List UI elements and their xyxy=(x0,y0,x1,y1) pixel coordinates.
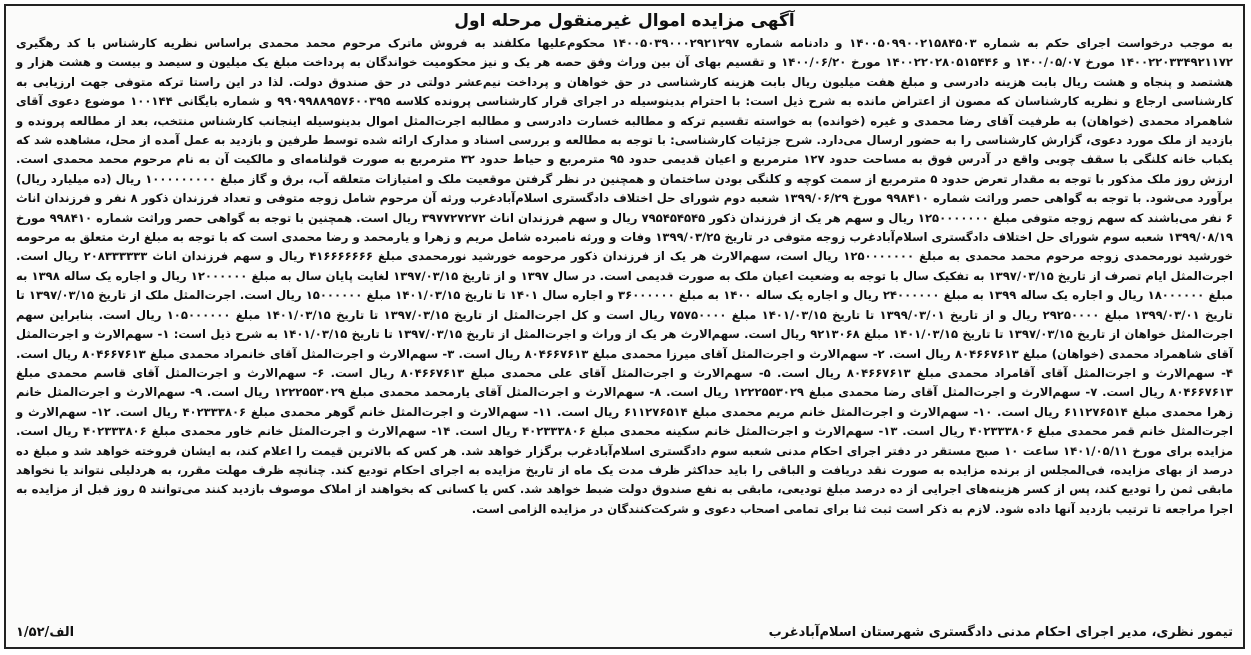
notice-footer xyxy=(16,624,1233,642)
signature-line: تیمور نظری، مدیر اجرای احکام مدنی دادگستری شهرستان اسلام‌آبادغرب xyxy=(768,625,1233,640)
notice-title: آگهی مزایده اموال غیرمنقول مرحله اول xyxy=(454,11,795,31)
notice-body: به موجب درخواست اجرای حکم به شماره ۱۴۰۰۵۰۹۹۰۰۲۱۵۸۴۵۰۳ و دادنامه شماره ۱۴۰۰۵۰۳۹۰۰۰۲۹۲۱۲۹۷ محکوم‌علیها مکلفند به فروش ماترک مرحوم محمد محمدی براساس نظریه کارشناس با کد رهگیری ۱۴۰۰۲۲۰۳۳۴۹۲۱۱۷۲ مورخ ۱۴۰۰/۰۵/۰۷ و ۱۴۰۰۲۲۰۲۸۰۵۱۵۴۴۶ مورخ ۱۴۰۰/۰۶/۲۰ و تقسیم بهای آن بین وراث وفق حصه هر یک و نیز محکومیت خواندگان به پرداخت مبلغ یک میلیون و سیصد و بیست و هشت هزار و هشتصد و پنجاه و هشت ریال بابت هزینه دادرسی و مبلغ هفت میلیون ریال بابت هزینه کارشناسی در حق خواهان و پرداخت نیم‌عشر دولتی در حق صندوق دولت. لذا در این راستا ترکه متوفی جهت ارزیابی به کارشناسی ارجاع و نظریه کارشناسان که مصون از اعتراض مانده به شرح ذیل است: با احترام بدینوسیله در اجرای قرار کارشناسی پرونده کلاسه ۹۹۰۹۹۸۸۹۵۷۶۰۰۳۹۵ و شماره بایگانی ۱۰۰۱۴۴ موضوع دعوی آقای شاهمراد محمدی (خواهان) به طرفیت آقای رضا محمدی و غیره (خوانده) به خواسته تقسیم ترکه و مطالبه خسارت دادرسی و مطالبه اجرت‌المثل اموال بدینوسیله اینجانب کارشناس منتخب، بعد از مطالعه پرونده و بازدید از ملک مورد دعوی، گزارش کارشناسی را به حضور ارسال می‌دارد. شرح جزئیات کارشناسی: با توجه به مطالعه و بررسی اسناد و مدارک ارائه شده توسط طرفین و بازدید به عمل آمده از محل، مشاهده شد که یکباب خانه کلنگی با سقف چوبی واقع در آدرس فوق به مساحت حدود ۱۲۷ مترمربع و اعیان قدیمی حدود ۹۵ مترمربع و حیاط حدود ۳۲ مترمربع به صورت قولنامه‌ای و مالکیت آن به نام مرحوم محمد محمدی است. ارزش روز ملک مذکور با توجه به مقدار تعرض حدود ۵ مترمربع از سمت کوچه و کلنگی بودن ساختمان و همچنین در نظر گرفتن موقعیت ملک و امتیازات متعلقه آب، برق و گاز مبلغ ۱۰۰۰۰۰۰۰۰۰ ریال (ده میلیارد ریال) برآورد می‌شود. با توجه به گواهی حصر وراثت شماره ۹۹۸۴۱۰ مورخ ۱۳۹۹/۰۶/۲۹ شعبه دوم شورای حل اختلاف دادگستری اسلام‌آبادغرب ورثه آن مرحوم شامل زوجه متوفی و تعداد فرزندان ذکور ۸ نفر و فرزندان اناث ۶ نفر می‌باشند که سهم زوجه متوفی مبلغ ۱۲۵۰۰۰۰۰۰۰ ریال و سهم هر یک از فرزندان ذکور ۷۹۵۴۵۴۵۴۵ ریال و سهم فرزندان اناث ۳۹۷۷۲۷۲۷۲ ریال است. همچنین با توجه به گواهی حصر وراثت شماره ۹۹۸۴۱۰ مورخ ۱۳۹۹/۰۸/۱۹ شعبه سوم شورای حل اختلاف دادگستری اسلام‌آبادغرب زوجه متوفی در تاریخ ۱۳۹۹/۰۳/۲۵ وفات و ورثه نامبرده شامل مریم و زهرا و یارمحمد و رضا محمدی است که با توجه به مبلغ ارث متعلق به مرحومه خورشید نورمحمدی زوجه مرحوم محمد محمدی به مبلغ ۱۲۵۰۰۰۰۰۰۰ ریال است، سهم‌الارث هر یک از فرزندان ذکور مرحومه خورشید نورمحمدی مبلغ ۴۱۶۶۶۶۶۶۶ ریال و سهم فرزندان اناث ۲۰۸۳۳۳۳۳۳ ریال است. اجرت‌المثل ایام تصرف از تاریخ ۱۳۹۷/۰۳/۱۵ به تفکیک سال با توجه به وضعیت اعیان ملک به صورت قدیمی است. در سال ۱۳۹۷ و از تاریخ ۱۳۹۷/۰۳/۱۵ لغایت پایان سال به مبلغ ۱۲۰۰۰۰۰۰ ریال و اجاره یک ساله ۱۳۹۸ به مبلغ ۱۸۰۰۰۰۰۰ ریال و اجاره یک ساله ۱۳۹۹ به مبلغ ۲۴۰۰۰۰۰۰ ریال و اجاره یک ساله ۱۴۰۰ به مبلغ ۳۶۰۰۰۰۰۰ و اجاره سال ۱۴۰۱ تا تاریخ ۱۴۰۱/۰۳/۱۵ مبلغ ۱۵۰۰۰۰۰۰ ریال است. اجرت‌المثل ملک از تاریخ ۱۳۹۷/۰۳/۱۵ تا تاریخ ۱۳۹۹/۰۳/۰۱ مبلغ ۲۹۲۵۰۰۰۰ ریال و از تاریخ ۱۳۹۹/۰۳/۰۱ تا تاریخ ۱۴۰۱/۰۳/۱۵ مبلغ ۷۵۷۵۰۰۰۰ ریال است و کل اجرت‌المثل از تاریخ ۱۳۹۷/۰۳/۱۵ تا تاریخ ۱۴۰۱/۰۳/۱۵ مبلغ ۱۰۵۰۰۰۰۰۰ ریال است. بنابراین سهم اجرت‌المثل خواهان از تاریخ ۱۳۹۷/۰۳/۱۵ تا تاریخ ۱۴۰۱/۰۳/۱۵ مبلغ ۹۲۱۳۰۶۸ ریال است. سهم‌الارث هر یک از وراث و اجرت‌المثل از تاریخ ۱۳۹۷/۰۳/۱۵ تا تاریخ ۱۴۰۱/۰۳/۱۵ به شرح ذیل است: ۱- سهم‌الارث و اجرت‌المثل آقای شاهمراد محمدی (خواهان) مبلغ ۸۰۴۶۶۷۶۱۳ ریال است. ۲- سهم‌الارث و اجرت‌المثل آقای میرزا محمدی مبلغ ۸۰۴۶۶۷۶۱۳ ریال است. ۳- سهم‌الارث و اجرت‌المثل آقای خانمراد محمدی مبلغ ۸۰۴۶۶۷۶۱۳ ریال است. ۴- سهم‌الارث و اجرت‌المثل آقای آقامراد محمدی مبلغ ۸۰۴۶۶۷۶۱۳ ریال است. ۵- سهم‌الارث و اجرت‌المثل آقای علی محمدی مبلغ ۸۰۴۶۶۷۶۱۳ ریال است. ۶- سهم‌الارث و اجرت‌المثل آقای قاسم محمدی مبلغ ۸۰۴۶۶۷۶۱۳ ریال است. ۷- سهم‌الارث و اجرت‌المثل آقای رضا محمدی مبلغ ۱۲۲۲۵۵۳۰۲۹ ریال است. ۸- سهم‌الارث و اجرت‌المثل آقای یارمحمد محمدی مبلغ ۱۲۲۲۵۵۳۰۲۹ ریال است. ۹- سهم‌الارث و اجرت‌المثل خانم زهرا محمدی مبلغ ۶۱۱۲۷۶۵۱۴ ریال است. ۱۰- سهم‌الارث و اجرت‌المثل خانم مریم محمدی مبلغ ۶۱۱۲۷۶۵۱۴ ریال است. ۱۱- سهم‌الارث و اجرت‌المثل خانم گوهر محمدی مبلغ ۴۰۲۳۳۳۸۰۶ ریال است. ۱۲- سهم‌الارث و اجرت‌المثل خانم قمر محمدی مبلغ ۴۰۲۳۳۳۸۰۶ ریال است. ۱۳- سهم‌الارث و اجرت‌المثل خانم سکینه محمدی مبلغ ۴۰۲۳۳۳۸۰۶ ریال است. ۱۴- سهم‌الارث و اجرت‌المثل خانم خاور محمدی مبلغ ۴۰۲۳۳۳۸۰۶ ریال است. مزایده برای مورخ ۱۴۰۱/۰۵/۱۱ ساعت ۱۰ صبح مستقر در دفتر اجرای احکام مدنی شعبه سوم دادگستری اسلام‌آبادغرب برگزار خواهد شد. هر کس که بالاترین قیمت را اعلام کند، به ایشان فروخته خواهد شد و مبلغ ده درصد از بهای مزایده، فی‌المجلس از برنده مزایده به صورت نقد دریافت و الباقی را باید حداکثر ظرف مدت یک ماه از تاریخ مزایده به اجرای احکام تودیع کند. چنانچه ظرف مهلت مقرر، به هردلیلی نتواند یا نخواهد مابقی ثمن را تودیع کند، پس از کسر هزینه‌های اجرایی از ده درصد مبلغ تودیعی، مابقی به نفع صندوق دولت ضبط خواهد شد. کس یا کسانی که بخواهند از املاک موصوف بازدید کنند می‌توانند ۵ روز قبل از مزایده به اجرا مراجعه تا ترتیب بازدید آنها داده شود. لازم به ذکر است ثبت ثنا برای تمامی اصحاب دعوی و شرکت‌کنندگان در مزایده الزامی است. xyxy=(16,36,1234,516)
auction-notice xyxy=(4,4,1245,649)
notice-code: ۱/۵۲/الف xyxy=(16,625,75,640)
